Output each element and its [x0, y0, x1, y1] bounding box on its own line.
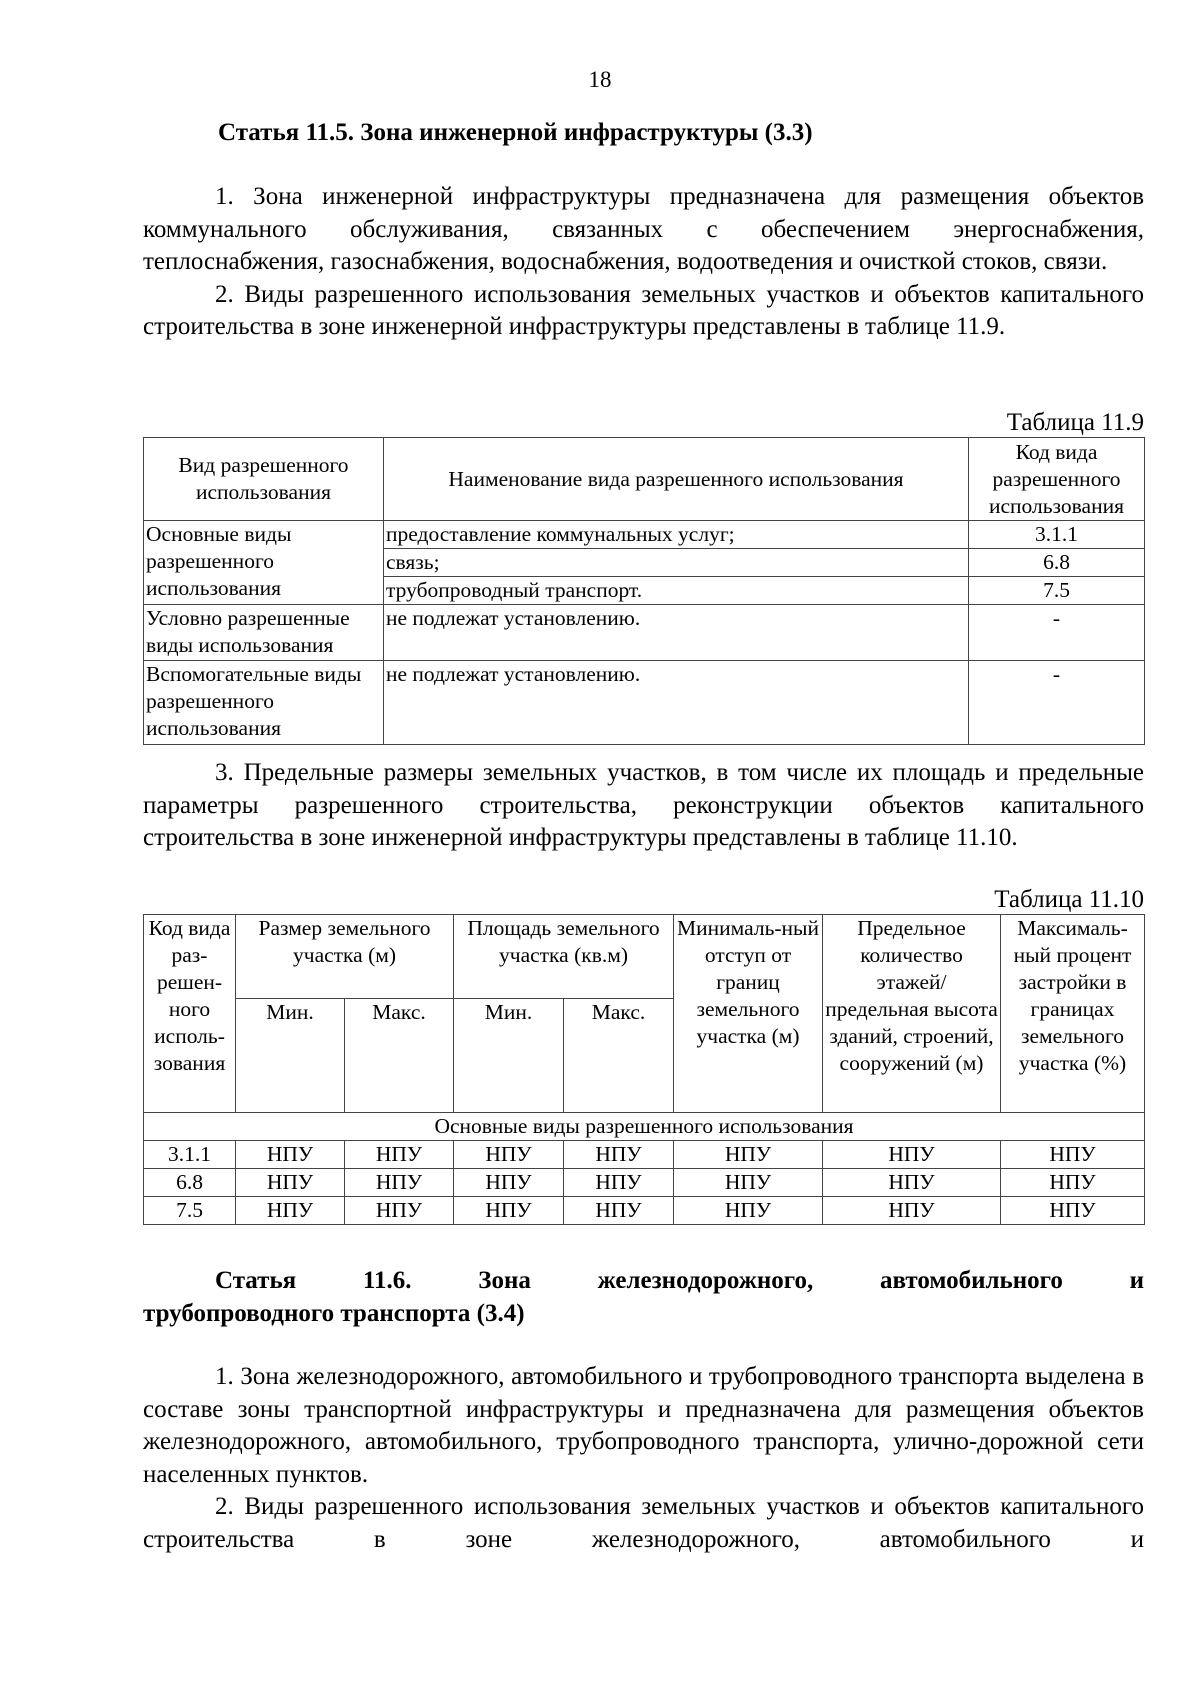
paragraph-1: 1. Зона инженерной инфраструктуры предназначена для размещения объектов коммунального обслуживания, связанных с обеспечением энергоснабжения, теплоснабжения, газоснабжения, водоснабжения, водоотведения и очисткой стоков, связи. — [143, 183, 1144, 275]
value-cell: НПУ — [1001, 1169, 1145, 1197]
table-11-10-block — [143, 886, 1144, 1225]
value-cell: НПУ — [345, 1197, 454, 1225]
article-11-6-heading-line1: Статья 11.6. Зона железнодорожного, автомобильного и — [215, 1267, 1144, 1294]
header-cell: Мин. — [454, 999, 564, 1113]
table-11-10-caption: Таблица 11.10 — [994, 886, 1144, 913]
table-row — [144, 661, 1145, 745]
header-cell: Макс. — [564, 999, 674, 1113]
value-cell: НПУ — [454, 1141, 564, 1169]
header-cell: Код вида раз-решен-ного исполь-зования — [144, 915, 236, 1113]
table-row — [144, 1141, 1145, 1169]
table-header-row — [144, 915, 1145, 999]
group-label-cell: Вспомогательные виды разрешенного использования — [144, 661, 384, 745]
use-name-cell: связь; — [384, 549, 969, 577]
group-label-cell: Условно разрешенные виды использования — [144, 605, 384, 661]
value-cell: НПУ — [823, 1197, 1001, 1225]
article-11-5-body-2 — [143, 757, 1144, 855]
value-cell: НПУ — [236, 1169, 345, 1197]
header-cell: Максималь-ный процент застройки в границах земельного участка (%) — [1001, 915, 1145, 1113]
use-code-cell: 7.5 — [969, 577, 1145, 605]
use-name-cell: не подлежат установлению. — [384, 661, 969, 745]
header-cell: Минималь-ный отступ от границ земельного участка (м) — [674, 915, 823, 1113]
paragraph-2: 2. Виды разрешенного использования земельных участков и объектов капитального строительства в зоне инженерной инфраструктуры представлены в таблице 11.9. — [143, 280, 1144, 340]
header-cell: Мин. — [236, 999, 345, 1113]
article-11-5-body — [143, 181, 1144, 344]
use-code-cell: - — [969, 605, 1145, 661]
page-number: 18 — [588, 67, 612, 92]
value-cell: НПУ — [823, 1169, 1001, 1197]
value-cell: НПУ — [454, 1169, 564, 1197]
table-row — [144, 1197, 1145, 1225]
header-cell: Площадь земельного участка (кв.м) — [454, 915, 674, 999]
article-11-6-heading-line2: трубопроводного транспорта (3.4) — [143, 1299, 525, 1327]
article-11-5-heading-wrap — [143, 117, 1144, 150]
paragraph-3: 3. Предельные размеры земельных участков, в том числе их площадь и предельные параметры разрешенного строительства, реконструкции объектов капитального строительства в зоне инженерной инфраструктуры представлены в таблице 11.10. — [143, 759, 1144, 851]
use-name-cell: предоставление коммунальных услуг; — [384, 521, 969, 549]
table-header-row — [144, 438, 1145, 521]
value-cell: НПУ — [1001, 1197, 1145, 1225]
table-row — [144, 521, 1145, 549]
use-name-cell: трубопроводный транспорт. — [384, 577, 969, 605]
paragraph-1: 1. Зона железнодорожного, автомобильного и трубопроводного транспорта выделена в составе зоны транспортной инфраструктуры и предназначена для размещения объектов железнодорожного, автомобильного, трубопроводного транспорта, улично-дорожной сети населенных пунктов. — [143, 1363, 1144, 1488]
value-cell: НПУ — [454, 1197, 564, 1225]
use-name-cell: не подлежат установлению. — [384, 605, 969, 661]
code-cell: 7.5 — [144, 1197, 236, 1225]
group-label-cell: Основные виды разрешенного использования — [144, 521, 384, 605]
code-cell: 6.8 — [144, 1169, 236, 1197]
use-code-cell: 3.1.1 — [969, 521, 1145, 549]
value-cell: НПУ — [345, 1141, 454, 1169]
section-label-cell: Основные виды разрешенного использования — [144, 1113, 1145, 1141]
value-cell: НПУ — [1001, 1141, 1145, 1169]
header-cell: Вид разрешенного использования — [144, 438, 384, 521]
value-cell: НПУ — [236, 1197, 345, 1225]
value-cell: НПУ — [564, 1169, 674, 1197]
value-cell: НПУ — [674, 1169, 823, 1197]
header-cell: Предельное количество этажей/ предельная высота зданий, строений, сооружений (м) — [823, 915, 1001, 1113]
code-cell: 3.1.1 — [144, 1141, 236, 1169]
table-11-9-block — [143, 409, 1144, 745]
header-cell: Код вида разрешенного использования — [969, 438, 1145, 521]
paragraph-2: 2. Виды разрешенного использования земельных участков и объектов капитального строительства в зоне железнодорожного, автомобильного и — [143, 1493, 1144, 1553]
use-code-cell: - — [969, 661, 1145, 745]
header-cell: Макс. — [345, 999, 454, 1113]
table-11-9 — [143, 437, 1145, 745]
value-cell: НПУ — [564, 1141, 674, 1169]
article-11-5-heading: Статья 11.5. Зона инженерной инфраструктуры (3.3) — [218, 119, 813, 146]
article-11-6-body — [143, 1361, 1144, 1556]
value-cell: НПУ — [823, 1141, 1001, 1169]
article-11-6-heading — [143, 1265, 1144, 1330]
value-cell: НПУ — [236, 1141, 345, 1169]
table-row — [144, 605, 1145, 661]
value-cell: НПУ — [345, 1169, 454, 1197]
table-11-10 — [143, 914, 1145, 1225]
table-11-9-caption: Таблица 11.9 — [1006, 409, 1144, 436]
header-cell: Наименование вида разрешенного использования — [384, 438, 969, 521]
value-cell: НПУ — [674, 1197, 823, 1225]
value-cell: НПУ — [674, 1141, 823, 1169]
value-cell: НПУ — [564, 1197, 674, 1225]
header-cell: Размер земельного участка (м) — [236, 915, 454, 999]
table-row — [144, 1169, 1145, 1197]
section-row — [144, 1113, 1145, 1141]
use-code-cell: 6.8 — [969, 549, 1145, 577]
